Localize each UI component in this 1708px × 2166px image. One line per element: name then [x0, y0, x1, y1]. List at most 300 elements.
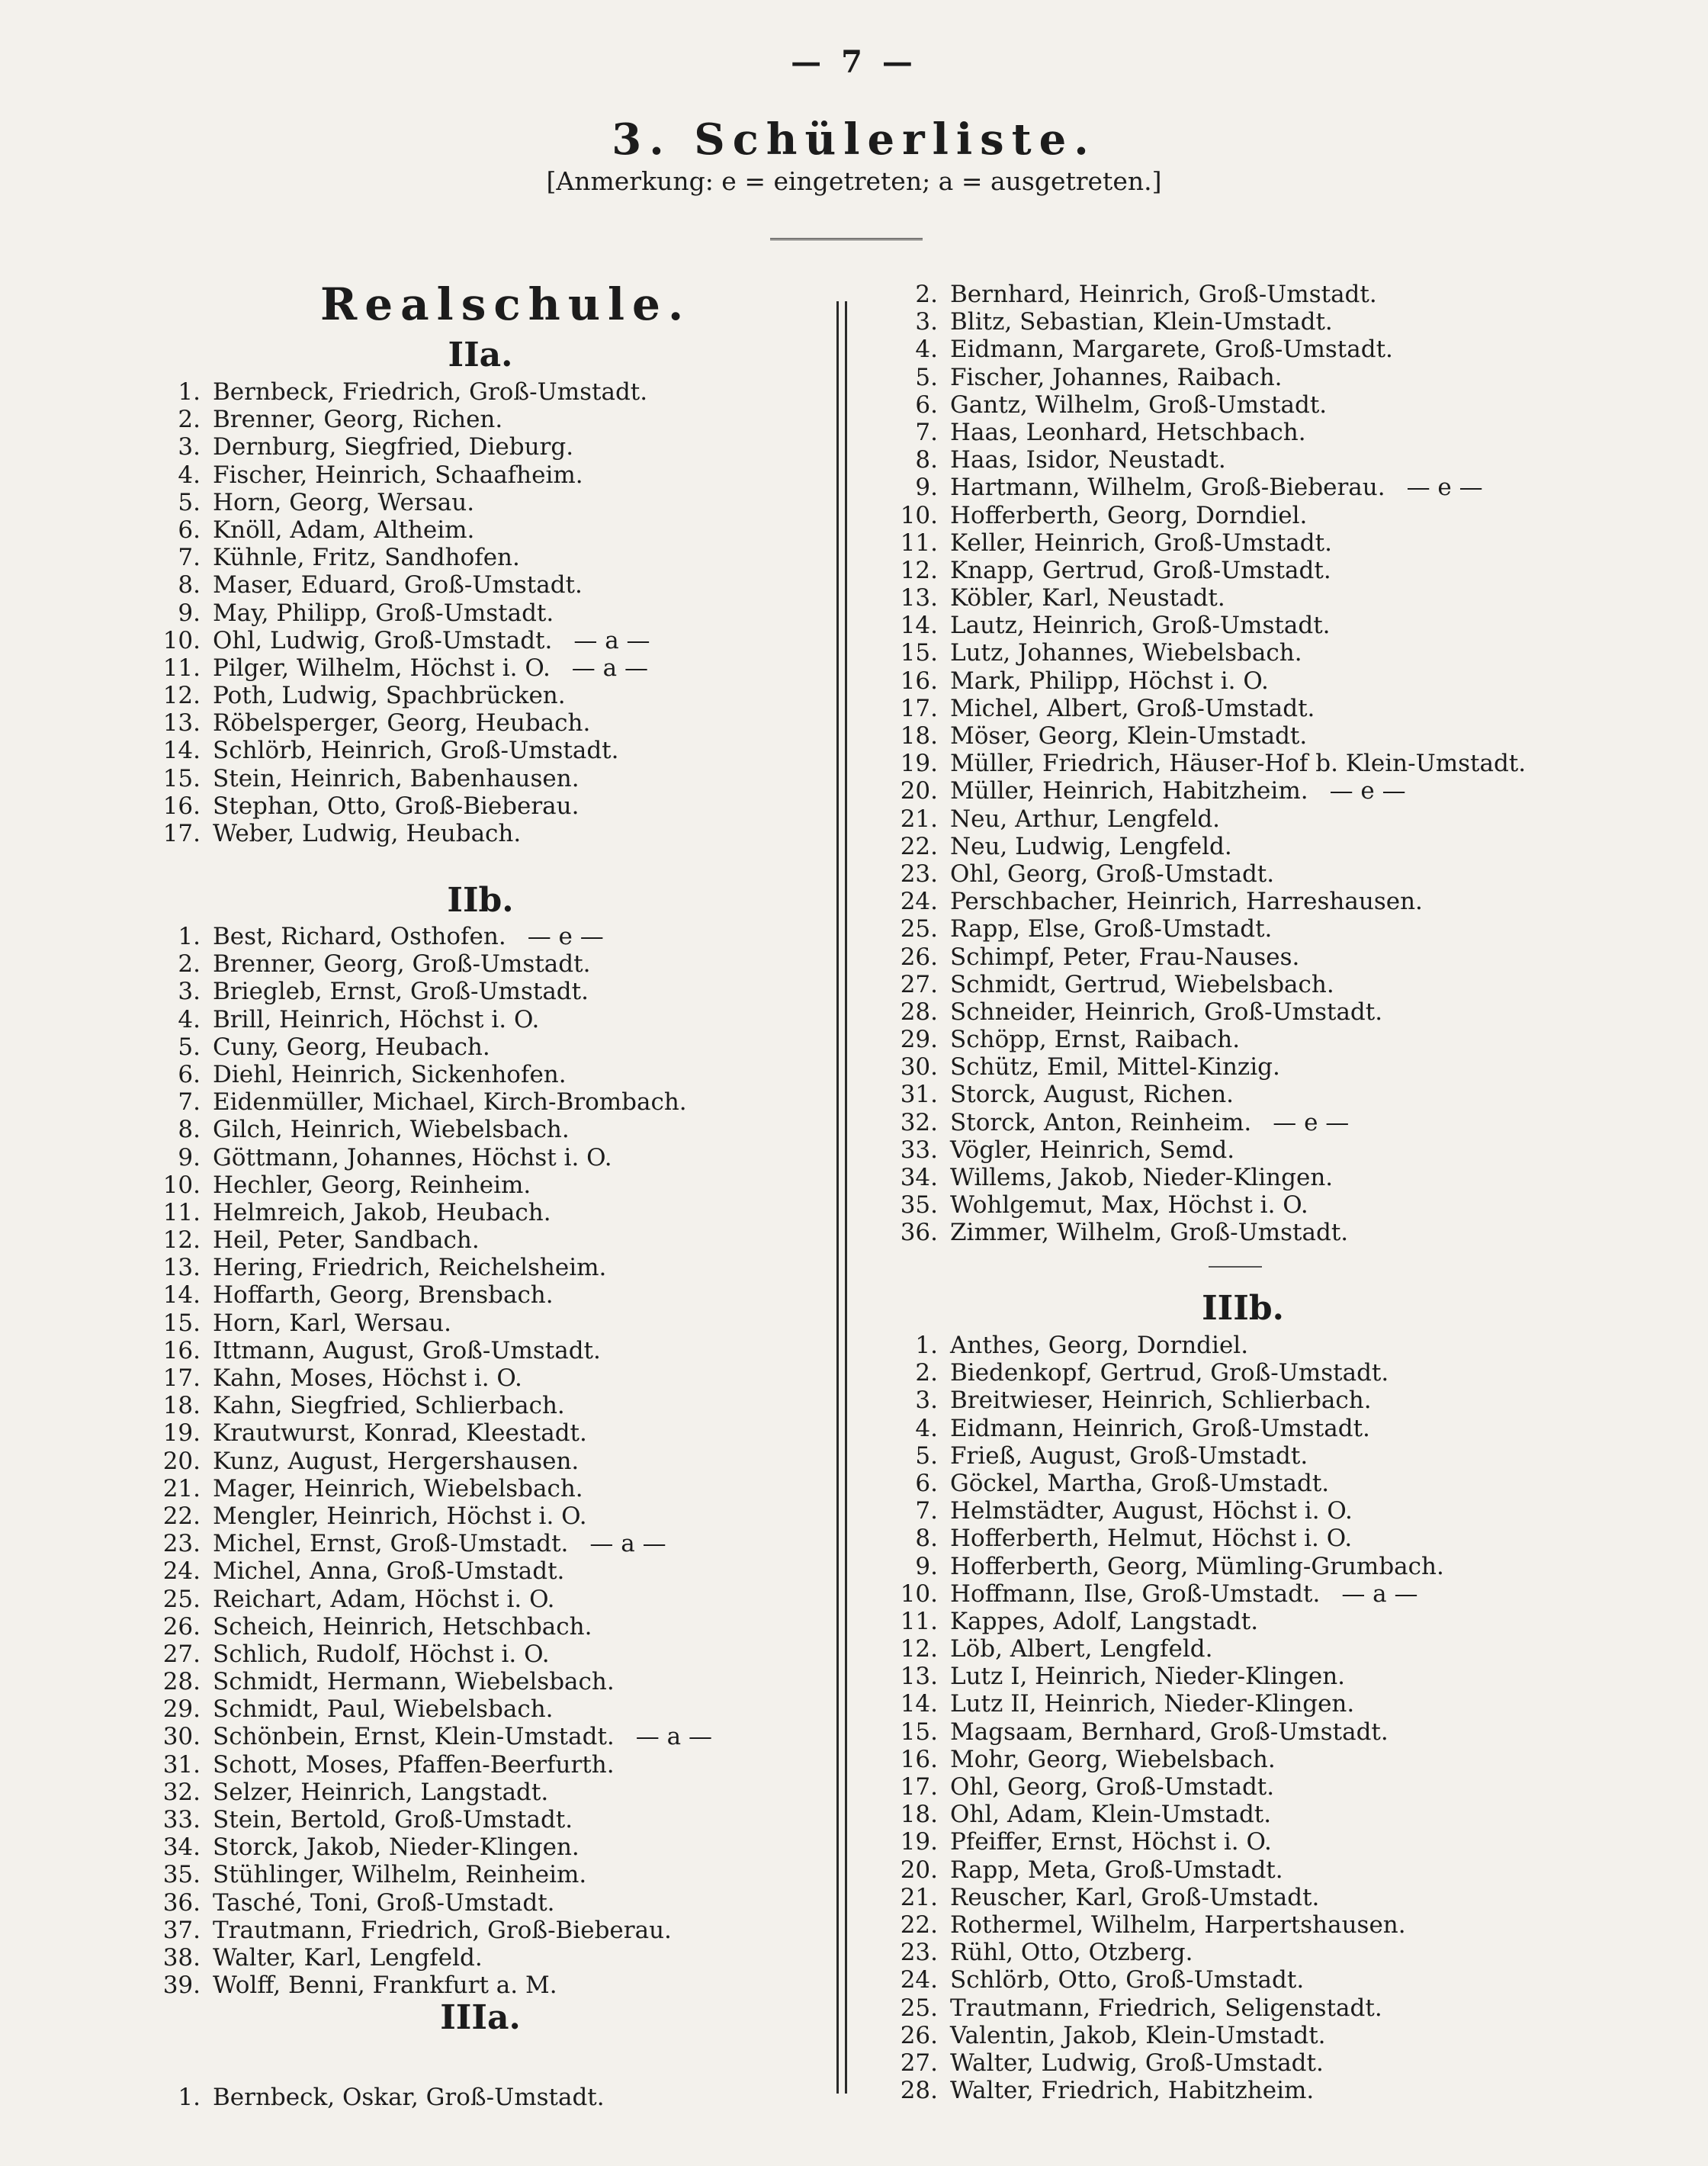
student-entry: Schlich, Rudolf, Höchst i. O.: [213, 1640, 550, 1668]
student-entry: Gilch, Heinrich, Wiebelsbach.: [213, 1116, 570, 1144]
list-item: [854, 1026, 1526, 1053]
list-item: [854, 777, 1526, 805]
list-item-number: 33.: [900, 1136, 938, 1164]
student-entry: Stephan, Otto, Groß-Bieberau.: [213, 792, 580, 820]
list-iiia-right: [854, 281, 1526, 1247]
list-item-number: 36.: [162, 1888, 201, 1917]
student-entry: Knöll, Adam, Altheim.: [213, 516, 475, 544]
class-heading-iib: IIb.: [447, 881, 514, 920]
list-item: [854, 833, 1526, 860]
list-item: [111, 1530, 712, 1557]
student-entry: Kahn, Siegfried, Schlierbach.: [213, 1392, 565, 1420]
student-entry: Biedenkopf, Gertrud, Groß-Umstadt.: [950, 1359, 1389, 1387]
list-item-number: 6.: [915, 390, 938, 419]
student-entry: Schütz, Emil, Mittel-Kinzig.: [950, 1053, 1280, 1081]
list-item-number: 10.: [900, 501, 938, 529]
list-item-number: 18.: [162, 1392, 201, 1420]
list-item: [111, 1641, 712, 1668]
list-item: [854, 1332, 1444, 1359]
student-entry: Frieß, August, Groß-Umstadt.: [950, 1441, 1308, 1470]
student-entry: Wohlgemut, Max, Höchst i. O.: [950, 1191, 1308, 1220]
list-item: [111, 1226, 712, 1254]
list-item-number: 19.: [162, 1419, 201, 1448]
student-entry: Heil, Peter, Sandbach.: [213, 1226, 480, 1255]
student-entry: Pilger, Wilhelm, Höchst i. O.: [213, 654, 551, 682]
student-entry: Müller, Friedrich, Häuser-Hof b. Klein-Umstadt.: [950, 750, 1527, 778]
list-item: [111, 950, 712, 978]
student-entry: Hoffarth, Georg, Brensbach.: [213, 1281, 554, 1310]
list-item-number: 1.: [178, 923, 201, 950]
list-item-number: 5.: [915, 363, 938, 391]
list-item-number: 24.: [900, 1966, 938, 1994]
list-item: [111, 1972, 712, 1999]
list-item: [111, 820, 650, 847]
list-item-number: 28.: [900, 2077, 938, 2105]
list-item: [111, 1475, 712, 1502]
list-item: [111, 654, 650, 682]
list-item-number: 2.: [915, 281, 938, 308]
status-mark: — a —: [635, 1723, 712, 1751]
list-item-number: 4.: [915, 336, 938, 364]
student-entry: Walter, Ludwig, Groß-Umstadt.: [950, 2049, 1324, 2077]
student-entry: Kunz, August, Hergershausen.: [213, 1447, 580, 1475]
student-entry: Schlörb, Heinrich, Groß-Umstadt.: [213, 737, 619, 765]
list-item-number: 9.: [178, 1143, 201, 1171]
list-item: [854, 1801, 1444, 1828]
student-entry: Zimmer, Wilhelm, Groß-Umstadt.: [950, 1219, 1349, 1247]
list-item-number: 12.: [900, 1635, 938, 1663]
student-entry: Hofferberth, Georg, Mümling-Grumbach.: [950, 1552, 1444, 1580]
student-entry: Rapp, Meta, Groß-Umstadt.: [950, 1856, 1283, 1884]
student-entry: Ohl, Ludwig, Groß-Umstadt.: [213, 626, 553, 654]
list-item: [111, 1557, 712, 1585]
student-entry: Kappes, Adolf, Langstadt.: [950, 1607, 1259, 1635]
student-entry: Schmidt, Gertrud, Wiebelsbach.: [950, 970, 1334, 998]
list-item-number: 17.: [162, 820, 201, 847]
student-entry: Hechler, Georg, Reinheim.: [213, 1171, 531, 1199]
student-entry: Michel, Albert, Groß-Umstadt.: [950, 694, 1315, 722]
list-item: [111, 1364, 712, 1392]
list-item-number: 8.: [178, 1116, 201, 1144]
list-item: [854, 308, 1526, 336]
list-item: [854, 750, 1526, 777]
list-item-number: 11.: [162, 1198, 201, 1226]
list-item-number: 17.: [900, 694, 938, 722]
student-entry: Reuscher, Karl, Groß-Umstadt.: [950, 1883, 1320, 1911]
list-item-number: 38.: [162, 1943, 201, 1972]
list-item-number: 8.: [915, 1525, 938, 1553]
list-item: [854, 2077, 1444, 2104]
page-number: — 7 —: [791, 44, 917, 80]
student-entry: Schott, Moses, Pfaffen-Beerfurth.: [213, 1750, 615, 1779]
list-item-number: 15.: [162, 1309, 201, 1337]
list-item: [111, 1944, 712, 1972]
column-divider-right: [845, 301, 847, 2094]
list-item: [111, 1171, 712, 1199]
list-item: [854, 971, 1526, 998]
list-item-number: 7.: [915, 1497, 938, 1525]
list-item: [111, 1586, 712, 1613]
list-item: [854, 1690, 1444, 1718]
list-item: [111, 2084, 605, 2111]
list-item-number: 15.: [162, 764, 201, 792]
student-entry: Lutz I, Heinrich, Nieder-Klingen.: [950, 1663, 1346, 1691]
student-entry: Hofferberth, Georg, Dorndiel.: [950, 501, 1308, 529]
student-entry: Mengler, Heinrich, Höchst i. O.: [213, 1502, 587, 1530]
student-entry: Hofferberth, Helmut, Höchst i. O.: [950, 1525, 1353, 1553]
list-item: [854, 1718, 1444, 1746]
list-item: [111, 1751, 712, 1779]
list-item: [111, 1088, 712, 1116]
status-mark: — e —: [527, 923, 604, 950]
student-entry: Scheich, Heinrich, Hetschbach.: [213, 1612, 592, 1641]
student-entry: Müller, Heinrich, Habitzheim.: [950, 777, 1308, 805]
list-item: [111, 1502, 712, 1530]
list-item-number: 12.: [900, 556, 938, 584]
list-item: [854, 1191, 1526, 1219]
list-item-number: 12.: [162, 682, 201, 710]
list-item: [854, 722, 1526, 750]
student-entry: Storck, Anton, Reinheim.: [950, 1108, 1252, 1136]
list-item-number: 35.: [900, 1191, 938, 1220]
list-item: [111, 709, 650, 737]
student-entry: Stein, Heinrich, Babenhausen.: [213, 764, 580, 792]
student-entry: Schmidt, Hermann, Wiebelsbach.: [213, 1668, 615, 1696]
list-item: [854, 584, 1526, 612]
list-item-number: 22.: [162, 1502, 201, 1530]
list-item: [111, 489, 650, 516]
student-entry: Storck, Jakob, Nieder-Klingen.: [213, 1833, 580, 1862]
list-item-number: 16.: [162, 792, 201, 820]
list-item: [854, 639, 1526, 667]
list-item-number: 26.: [162, 1612, 201, 1641]
student-entry: Weber, Ludwig, Heubach.: [213, 820, 522, 847]
student-entry: Diehl, Heinrich, Sickenhofen.: [213, 1060, 567, 1088]
list-item: [854, 529, 1526, 557]
page-title: 3. Schülerliste.: [612, 114, 1096, 165]
student-entry: Briegleb, Ernst, Groß-Umstadt.: [213, 978, 589, 1006]
list-item: [854, 612, 1526, 639]
list-item-number: 14.: [900, 612, 938, 640]
list-item: [854, 860, 1526, 888]
student-entry: Mark, Philipp, Höchst i. O.: [950, 667, 1269, 695]
list-item: [111, 1419, 712, 1447]
student-entry: Schönbein, Ernst, Klein-Umstadt.: [213, 1723, 615, 1751]
list-item: [854, 1219, 1526, 1246]
student-entry: Tasché, Toni, Groß-Umstadt.: [213, 1888, 555, 1917]
list-item: [854, 502, 1526, 529]
list-item-number: 24.: [900, 888, 938, 916]
list-item: [111, 737, 650, 764]
list-item-number: 6.: [178, 1060, 201, 1088]
list-item-number: 34.: [900, 1164, 938, 1191]
student-entry: Walter, Karl, Lengfeld.: [213, 1943, 483, 1972]
list-item-number: 27.: [900, 2049, 938, 2077]
list-item: [111, 1310, 712, 1337]
list-item: [854, 474, 1526, 501]
list-item: [854, 1164, 1526, 1191]
list-item: [854, 1746, 1444, 1773]
student-entry: Kühnle, Fritz, Sandhofen.: [213, 544, 520, 572]
list-item-number: 19.: [900, 1828, 938, 1856]
student-entry: Kahn, Moses, Höchst i. O.: [213, 1364, 522, 1392]
student-entry: Ohl, Georg, Groß-Umstadt.: [950, 860, 1275, 888]
section-heading: Realschule.: [320, 278, 692, 330]
student-entry: Walter, Friedrich, Habitzheim.: [950, 2077, 1315, 2105]
list-item-number: 11.: [900, 1607, 938, 1635]
list-item: [111, 978, 712, 1005]
list-item-number: 1.: [178, 378, 201, 406]
student-entry: Eidenmüller, Michael, Kirch-Brombach.: [213, 1088, 687, 1117]
list-item: [854, 667, 1526, 695]
list-item: [854, 2022, 1444, 2049]
list-item: [854, 419, 1526, 446]
list-item-number: 25.: [900, 915, 938, 943]
student-entry: Magsaam, Bernhard, Groß-Umstadt.: [950, 1718, 1389, 1746]
list-item: [111, 1006, 712, 1033]
list-item: [854, 1497, 1444, 1525]
list-item-number: 27.: [900, 970, 938, 998]
list-item: [111, 571, 650, 599]
list-item: [854, 1828, 1444, 1856]
list-item-number: 5.: [178, 1033, 201, 1061]
student-entry: Stühlinger, Wilhelm, Reinheim.: [213, 1861, 587, 1889]
list-item-number: 23.: [162, 1530, 201, 1558]
student-entry: Göckel, Martha, Groß-Umstadt.: [950, 1469, 1330, 1497]
list-item-number: 29.: [162, 1695, 201, 1724]
list-item: [111, 406, 650, 433]
student-entry: Knapp, Gertrud, Groß-Umstadt.: [950, 556, 1331, 584]
list-item: [854, 557, 1526, 584]
student-entry: Köbler, Karl, Neustadt.: [950, 584, 1225, 612]
list-item-number: 31.: [162, 1750, 201, 1779]
list-item-number: 28.: [162, 1668, 201, 1696]
list-item: [111, 1337, 712, 1364]
student-entry: Helmreich, Jakob, Heubach.: [213, 1198, 551, 1226]
student-entry: Haas, Isidor, Neustadt.: [950, 446, 1226, 474]
student-entry: Perschbacher, Heinrich, Harreshausen.: [950, 888, 1423, 916]
student-entry: Gantz, Wilhelm, Groß-Umstadt.: [950, 390, 1328, 419]
list-item-number: 4.: [178, 1005, 201, 1033]
list-item: [854, 1773, 1444, 1801]
list-item: [854, 1939, 1444, 1966]
list-item: [111, 1723, 712, 1750]
student-entry: Storck, August, Richen.: [950, 1081, 1234, 1109]
student-entry: Stein, Bertold, Groß-Umstadt.: [213, 1806, 573, 1833]
list-item-number: 19.: [900, 750, 938, 778]
list-item: [111, 544, 650, 571]
list-item-number: 27.: [162, 1640, 201, 1668]
student-entry: Löb, Albert, Lengfeld.: [950, 1635, 1213, 1663]
list-item-number: 21.: [900, 805, 938, 833]
student-entry: Vögler, Heinrich, Semd.: [950, 1136, 1235, 1164]
student-entry: Fischer, Heinrich, Schaafheim.: [213, 461, 583, 489]
list-item: [111, 1448, 712, 1475]
student-entry: Hoffmann, Ilse, Groß-Umstadt.: [950, 1580, 1321, 1608]
list-item: [854, 1911, 1444, 1939]
list-item-number: 6.: [915, 1469, 938, 1497]
list-iiib: [854, 1332, 1444, 2104]
list-item-number: 7.: [178, 544, 201, 572]
status-mark: — e —: [1273, 1108, 1350, 1136]
status-mark: — a —: [589, 1530, 666, 1558]
list-item-number: 28.: [900, 998, 938, 1026]
student-entry: Krautwurst, Konrad, Kleestadt.: [213, 1419, 587, 1448]
list-item: [111, 1889, 712, 1917]
student-entry: Schöpp, Ernst, Raibach.: [950, 1026, 1241, 1054]
list-item: [854, 915, 1526, 943]
section-separator: [1209, 1266, 1262, 1268]
list-item: [111, 433, 650, 461]
student-entry: Schmidt, Paul, Wiebelsbach.: [213, 1695, 554, 1724]
list-item-number: 3.: [915, 308, 938, 336]
list-item-number: 12.: [162, 1226, 201, 1255]
student-entry: Valentin, Jakob, Klein-Umstadt.: [950, 2021, 1326, 2049]
list-item: [111, 1254, 712, 1281]
list-item: [854, 1387, 1444, 1414]
list-item: [111, 1695, 712, 1723]
list-item: [854, 1081, 1526, 1108]
student-entry: Schlörb, Otto, Groß-Umstadt.: [950, 1966, 1305, 1994]
list-item: [854, 888, 1526, 915]
list-item: [854, 998, 1526, 1026]
list-iia: [111, 378, 650, 847]
list-item-number: 14.: [900, 1690, 938, 1718]
list-item-number: 25.: [900, 1994, 938, 2022]
list-item-number: 17.: [162, 1364, 201, 1392]
list-item-number: 16.: [162, 1336, 201, 1364]
student-entry: Bernhard, Heinrich, Groß-Umstadt.: [950, 281, 1377, 308]
list-item: [854, 2049, 1444, 2077]
student-entry: Helmstädter, August, Höchst i. O.: [950, 1497, 1353, 1525]
student-entry: Keller, Heinrich, Groß-Umstadt.: [950, 529, 1332, 557]
list-item: [111, 1861, 712, 1888]
list-item-number: 9.: [178, 599, 201, 627]
column-divider-left: [836, 301, 839, 2094]
list-item-number: 20.: [162, 1447, 201, 1475]
list-item: [111, 627, 650, 654]
student-entry: Best, Richard, Osthofen.: [213, 923, 506, 950]
list-item-number: 18.: [900, 722, 938, 750]
list-item-number: 3.: [915, 1387, 938, 1415]
list-item-number: 4.: [178, 461, 201, 489]
student-entry: Rothermel, Wilhelm, Harpertshausen.: [950, 1911, 1406, 1939]
list-item: [854, 1109, 1526, 1136]
student-entry: Brenner, Georg, Richen.: [213, 406, 503, 434]
list-iiia-left: [111, 2084, 605, 2111]
student-entry: Ohl, Georg, Groß-Umstadt.: [950, 1773, 1275, 1801]
list-item-number: 39.: [162, 1972, 201, 2000]
student-entry: Göttmann, Johannes, Höchst i. O.: [213, 1143, 612, 1171]
status-mark: — e —: [1406, 474, 1483, 502]
list-item-number: 30.: [162, 1723, 201, 1751]
list-item-number: 22.: [900, 1911, 938, 1939]
list-item-number: 2.: [915, 1359, 938, 1387]
list-item: [111, 516, 650, 544]
class-heading-iiib: IIIb.: [1202, 1289, 1284, 1328]
student-entry: Eidmann, Margarete, Groß-Umstadt.: [950, 336, 1393, 364]
list-item-number: 23.: [900, 860, 938, 888]
status-mark: — a —: [573, 626, 650, 654]
list-item-number: 5.: [178, 488, 201, 516]
list-item-number: 8.: [915, 446, 938, 474]
student-entry: Michel, Anna, Groß-Umstadt.: [213, 1557, 565, 1586]
student-entry: Maser, Eduard, Groß-Umstadt.: [213, 571, 583, 599]
list-item: [854, 364, 1526, 391]
list-item: [854, 336, 1526, 363]
student-entry: Lutz, Johannes, Wiebelsbach.: [950, 639, 1302, 667]
list-item-number: 16.: [900, 1745, 938, 1773]
title-divider: [770, 238, 923, 240]
student-entry: Bernbeck, Friedrich, Groß-Umstadt.: [213, 378, 648, 406]
student-entry: Neu, Ludwig, Lengfeld.: [950, 832, 1232, 860]
student-entry: Mager, Heinrich, Wiebelsbach.: [213, 1474, 583, 1502]
student-entry: Haas, Leonhard, Hetschbach.: [950, 418, 1306, 446]
list-item: [854, 1663, 1444, 1690]
list-item: [111, 792, 650, 820]
student-entry: May, Philipp, Groß-Umstadt.: [213, 599, 554, 627]
list-item: [854, 1856, 1444, 1884]
list-item-number: 4.: [915, 1414, 938, 1442]
list-item: [111, 1033, 712, 1061]
list-item: [854, 391, 1526, 419]
student-entry: Blitz, Sebastian, Klein-Umstadt.: [950, 308, 1333, 336]
list-item-number: 35.: [162, 1861, 201, 1889]
list-iib: [111, 923, 712, 1999]
list-item: [111, 1281, 712, 1309]
student-entry: Hartmann, Wilhelm, Groß-Bieberau.: [950, 474, 1385, 502]
list-item-number: 24.: [162, 1557, 201, 1586]
list-item: [111, 1833, 712, 1861]
list-item: [111, 1668, 712, 1695]
list-item-number: 13.: [162, 709, 201, 738]
student-entry: Mohr, Georg, Wiebelsbach.: [950, 1745, 1276, 1773]
list-item: [111, 1613, 712, 1641]
list-item: [854, 1580, 1444, 1608]
list-item: [854, 943, 1526, 971]
list-item-number: 21.: [900, 1883, 938, 1911]
list-item-number: 5.: [915, 1441, 938, 1470]
list-item: [111, 1116, 712, 1143]
list-item-number: 2.: [178, 950, 201, 979]
student-entry: Anthes, Georg, Dorndiel.: [950, 1332, 1249, 1359]
list-item: [854, 1053, 1526, 1081]
list-item-number: 25.: [162, 1585, 201, 1613]
student-entry: Möser, Georg, Klein-Umstadt.: [950, 722, 1308, 750]
list-item-number: 11.: [900, 529, 938, 557]
list-item: [111, 1061, 712, 1088]
list-item-number: 13.: [162, 1254, 201, 1282]
list-item: [111, 1144, 712, 1171]
list-item-number: 32.: [900, 1108, 938, 1136]
student-entry: Wolff, Benni, Frankfurt a. M.: [213, 1972, 557, 2000]
status-mark: — a —: [1341, 1580, 1418, 1608]
list-item-number: 11.: [162, 654, 201, 682]
list-item-number: 6.: [178, 516, 201, 544]
list-item-number: 10.: [900, 1580, 938, 1608]
list-item-number: 7.: [915, 418, 938, 446]
list-item: [854, 1442, 1444, 1470]
list-item-number: 13.: [900, 1663, 938, 1691]
student-entry: Ohl, Adam, Klein-Umstadt.: [950, 1801, 1272, 1829]
list-item-number: 16.: [900, 667, 938, 695]
list-item: [111, 1779, 712, 1806]
list-item: [111, 682, 650, 709]
student-entry: Horn, Georg, Wersau.: [213, 488, 475, 516]
list-item-number: 29.: [900, 1026, 938, 1054]
student-entry: Cuny, Georg, Heubach.: [213, 1033, 490, 1061]
list-item-number: 9.: [915, 474, 938, 502]
